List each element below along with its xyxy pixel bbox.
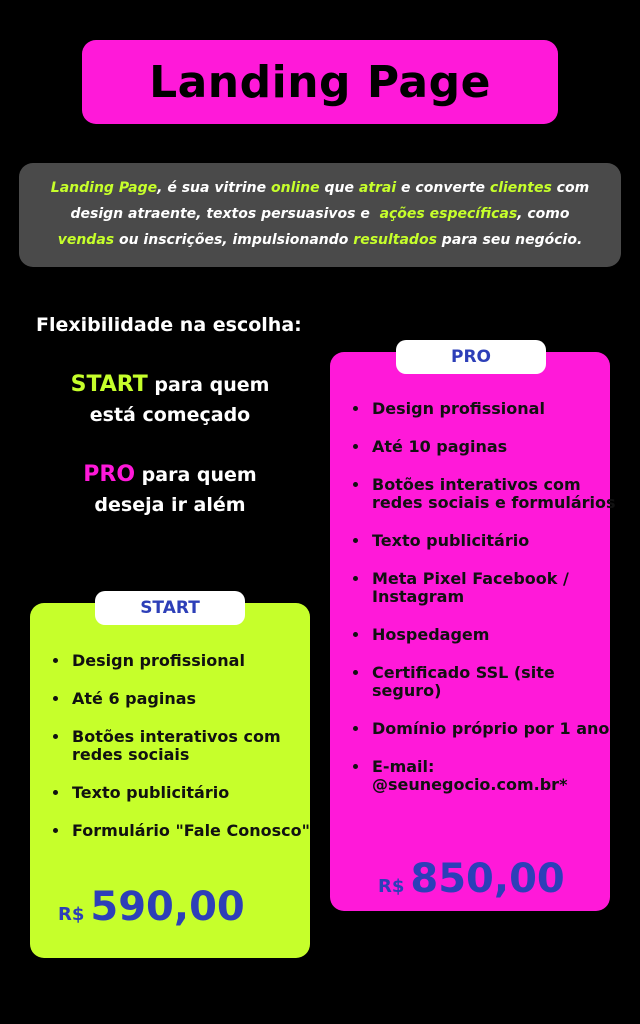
intro-highlight: ações específicas [379, 206, 518, 222]
list-item: • Design profissional [70, 652, 310, 670]
start-price [58, 884, 245, 930]
intro-box [19, 163, 621, 267]
intro-highlight: resultados [353, 232, 437, 248]
list-item: • Até 6 paginas [70, 690, 310, 708]
start-price-value: 590,00 [90, 884, 245, 930]
intro-text: e converte [396, 180, 490, 196]
list-item: • Hospedagem [370, 626, 620, 644]
intro-highlight: clientes [489, 180, 552, 196]
intro-highlight: Landing Page [50, 180, 158, 196]
page-title: Landing Page [149, 56, 491, 108]
pro-price [378, 856, 565, 902]
list-item: • Até 10 paginas [370, 438, 620, 456]
intro-text: design atraente, textos persuasivos e [70, 206, 380, 222]
intro-text: para seu negócio. [436, 232, 583, 248]
title-banner [82, 40, 558, 124]
intro-line-2 [37, 201, 603, 227]
list-item: • E-mail: @seunegocio.com.br* [370, 758, 620, 794]
start-price-currency: R$ [58, 904, 85, 925]
intro-text: com [551, 180, 590, 196]
intro-line-3 [37, 227, 603, 253]
list-item: • Texto publicitário [370, 532, 620, 550]
pro-keyword: PRO [83, 462, 136, 487]
list-item: • Formulário "Fale Conosco" [70, 822, 310, 840]
pro-price-value: 850,00 [410, 856, 565, 902]
intro-highlight: vendas [57, 232, 115, 248]
list-item: • Meta Pixel Facebook / Instagram [370, 570, 620, 606]
list-item: • Texto publicitário [70, 784, 310, 802]
start-plan-label: START [95, 591, 245, 625]
intro-highlight: atrai [358, 180, 397, 196]
list-item: • Design profissional [370, 400, 620, 418]
pro-summary-text-2: deseja ir além [94, 494, 246, 516]
start-keyword: START [70, 372, 148, 397]
list-item: • Botões interativos com redes sociais e formulários [370, 476, 620, 512]
pro-price-currency: R$ [378, 876, 405, 897]
intro-text: , como [517, 206, 570, 222]
pro-summary [30, 460, 310, 520]
start-summary-text-2: está começado [89, 404, 251, 426]
pro-feature-list [350, 400, 620, 814]
start-summary-text: para quem [154, 374, 270, 396]
intro-text: , é sua vitrine [157, 180, 271, 196]
list-item: • Certificado SSL (site seguro) [370, 664, 620, 700]
start-feature-list [50, 652, 310, 860]
intro-text: que [319, 180, 359, 196]
start-summary [30, 370, 310, 430]
pro-summary-text: para quem [141, 464, 257, 486]
list-item: • Botões interativos com redes sociais [70, 728, 310, 764]
choice-heading: Flexibilidade na escolha: [36, 314, 302, 336]
intro-line-1 [37, 175, 603, 201]
list-item: • Domínio próprio por 1 ano [370, 720, 620, 738]
pro-plan-label: PRO [396, 340, 546, 374]
intro-highlight: online [271, 180, 320, 196]
intro-text: ou inscrições, impulsionando [114, 232, 354, 248]
